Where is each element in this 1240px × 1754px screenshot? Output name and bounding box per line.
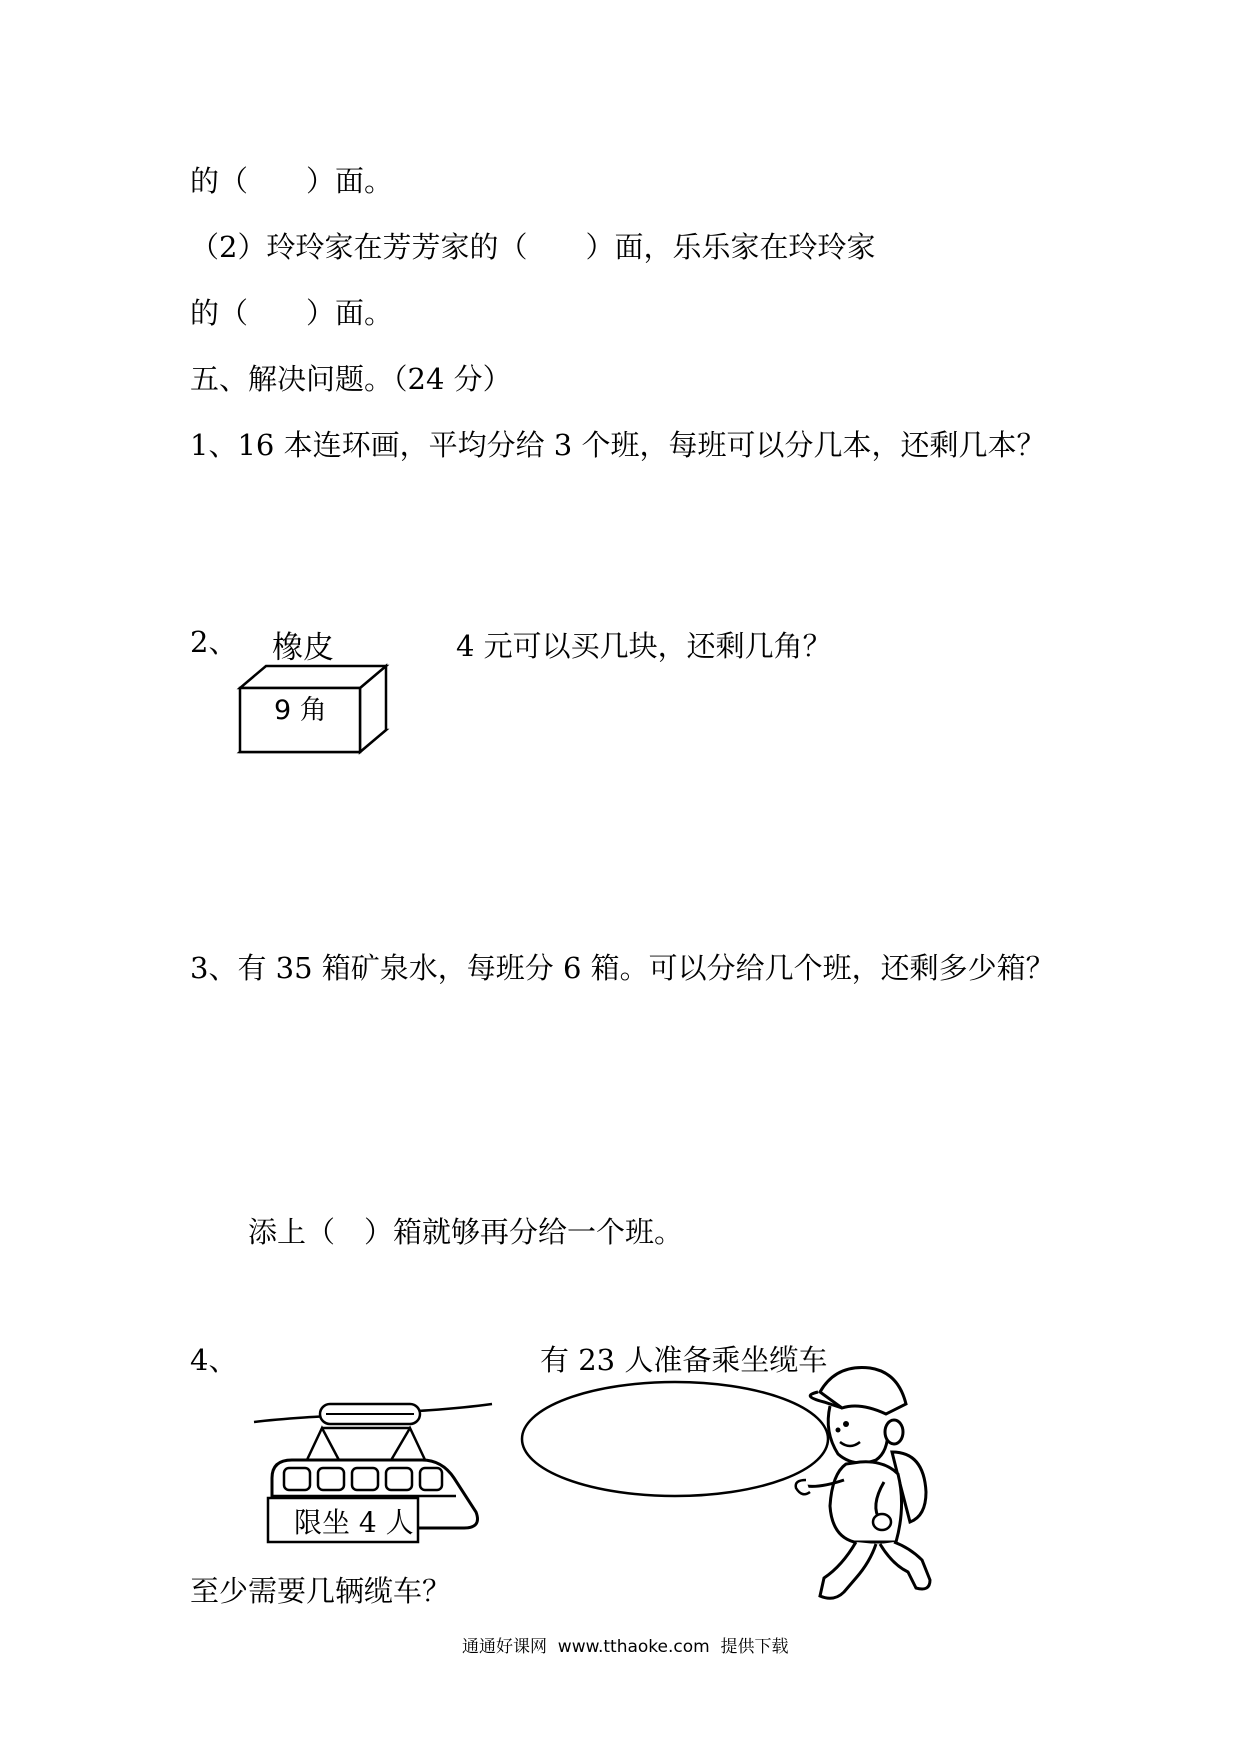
cable-car-capacity-label: 限坐 4 人 [294, 1506, 414, 1539]
question-2-number: 2、 [190, 625, 238, 659]
eraser-name: 橡皮 [272, 630, 334, 666]
question-1: 1、16 本连环画，平均分给 3 个班，每班可以分几本，还剩几本？ [190, 428, 1046, 462]
section-five-heading: 五、解决问题。（24 分） [190, 362, 512, 396]
question-4-question: 至少需要几辆缆车？ [190, 1574, 452, 1608]
text-line-direction-1: 的（ ）面。 [190, 164, 394, 198]
question-3-fill-in: 添上（ ）箱就够再分给一个班。 [248, 1215, 684, 1249]
question-4-number: 4、 [190, 1343, 238, 1377]
question-2-text: 4 元可以买几块，还剩几角？ [456, 629, 832, 663]
walking-boy-icon [780, 1356, 960, 1612]
page-footer: 通通好课网 www.tthaoke.com 提供下载 [462, 1637, 789, 1657]
question-4-caption: 有 23 人准备乘坐缆车 [540, 1343, 828, 1377]
eraser-price-label: 9 角 [274, 695, 327, 726]
question-3: 3、有 35 箱矿泉水，每班分 6 箱。可以分给几个班，还剩多少箱？ [190, 951, 1055, 985]
text-line-direction-2: （2）玲玲家在芳芳家的（ ）面，乐乐家在玲玲家 [190, 230, 876, 264]
text-line-direction-3: 的（ ）面。 [190, 296, 394, 330]
